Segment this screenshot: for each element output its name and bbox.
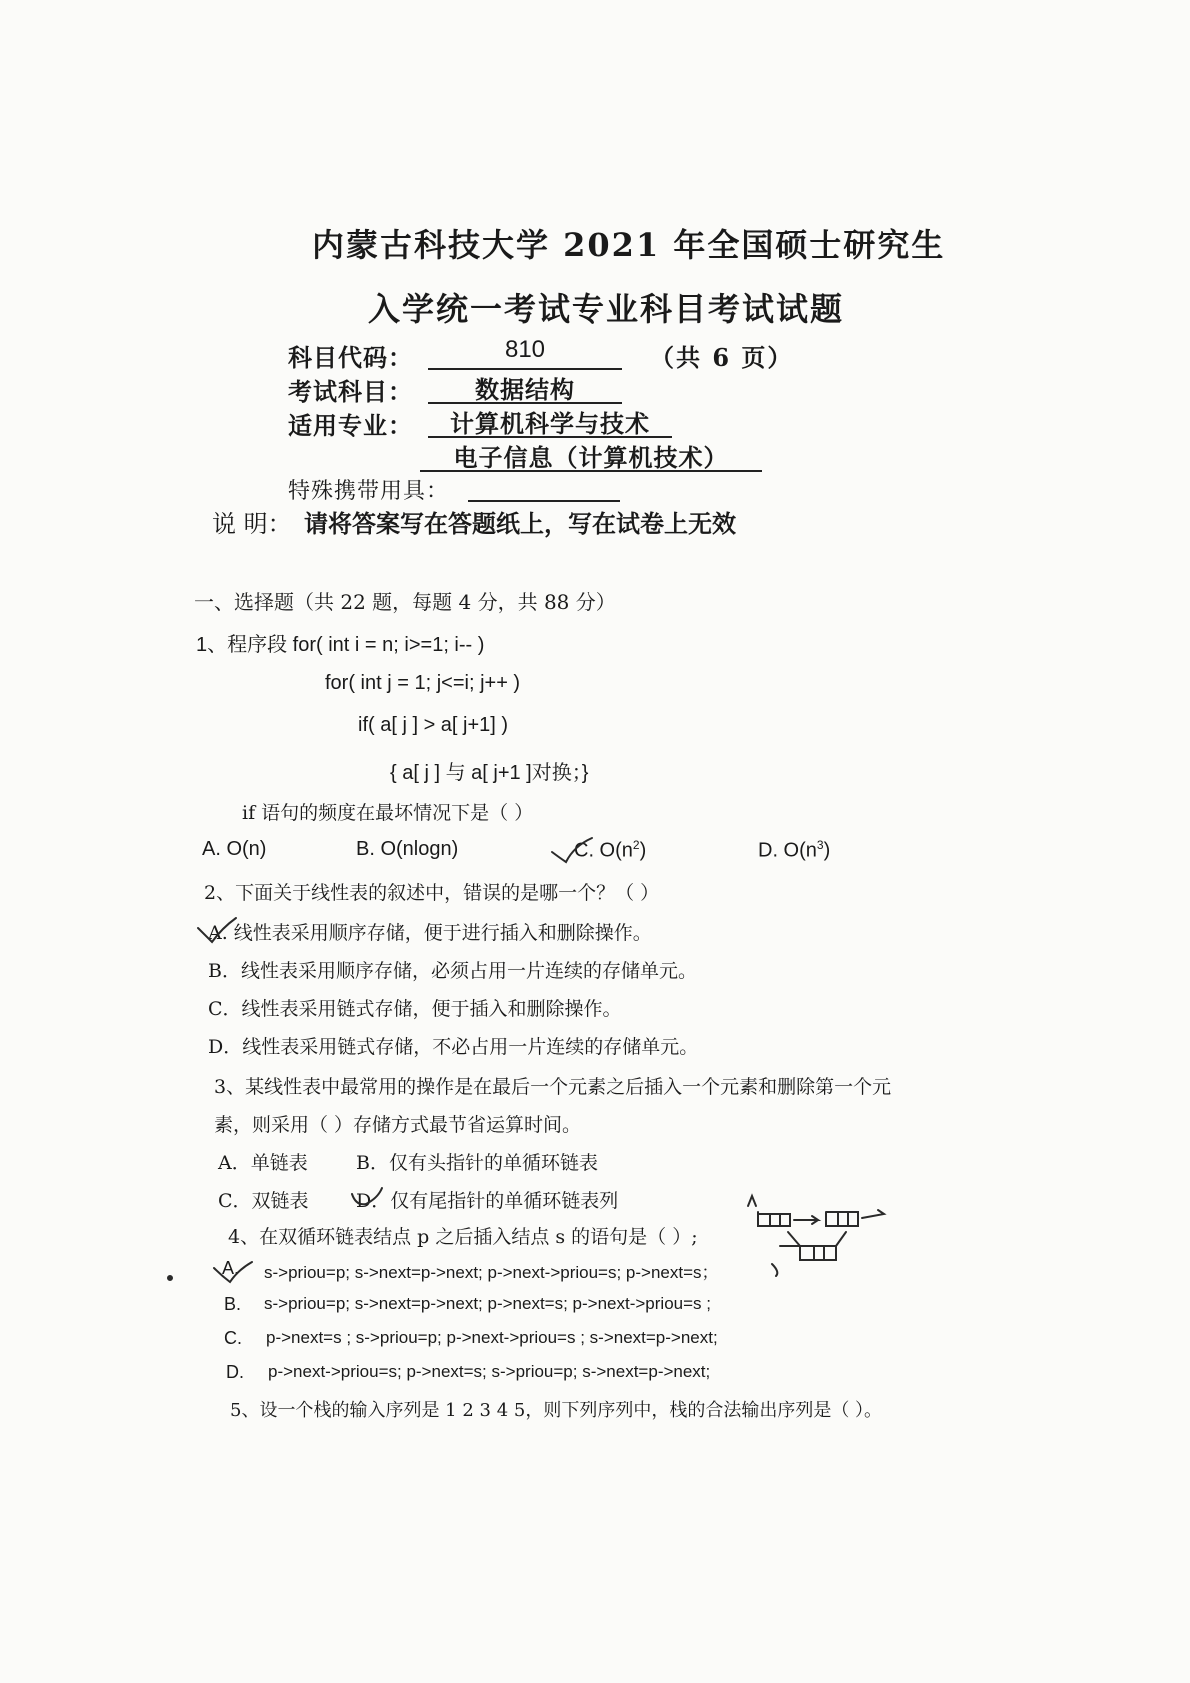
q4-option-a: s->priou=p; s->next=p->next; p->next->priou=s; p->next=s； — [264, 1263, 719, 1282]
major-value-1: 计算机科学与技术 — [450, 409, 650, 438]
q1-option-a: A. O(n) — [202, 838, 267, 860]
subject-name-label: 考试科目： — [288, 377, 413, 406]
subject-code-value: 810 — [504, 336, 546, 363]
q1-code-line-3: if( a[ j ] > a[ j+1] ) — [358, 714, 509, 736]
stray-mark-icon — [168, 1276, 172, 1280]
linked-list-sketch-icon — [748, 1196, 884, 1276]
subject-name-value: 数据结构 — [475, 375, 575, 404]
q2-stem: 2、下面关于线性表的叙述中，错误的是哪一个？（ ） — [204, 882, 660, 904]
q1-option-d: D. $O(n^3)$ — [758, 838, 831, 862]
major-label: 适用专业： — [288, 411, 413, 440]
instructions-label: 说 明： — [212, 510, 292, 538]
subject-code-label: 科目代码： — [288, 343, 413, 372]
q2-option-d: D．线性表采用链式存储，不必占用一片连续的存储单元。 — [208, 1036, 699, 1058]
q1-option-d-text: D. O(n — [758, 839, 817, 862]
section-heading: 一、选择题（共 22 题，每题 4 分，共 88 分） — [194, 590, 616, 614]
major-value-2: 电子信息（计算机技术） — [453, 443, 729, 472]
q3-option-c: C．双链表 — [218, 1190, 309, 1212]
q2-option-b: B．线性表采用顺序存储，必须占用一片连续的存储单元。 — [208, 960, 697, 982]
exam-title-line-1: 内蒙古科技大学 2021 年全国硕士研究生 — [312, 226, 946, 264]
instructions-text: 请将答案写在答题纸上，写在试卷上无效 — [304, 509, 736, 538]
q4-option-d: p->next->priou=s; p->next=s; s->priou=p; s->next=p->next; — [268, 1362, 711, 1381]
q4-option-b: s->priou=p; s->next=p->next; p->next=s; p->next->priou=s ; — [264, 1294, 711, 1313]
q5-stem: 5、设一个栈的输入序列是 1 2 3 4 5，则下列序列中，栈的合法输出序列是（ ）。 — [230, 1400, 883, 1421]
q1-stem: 1、程序段 for( int i = n; i>=1; i-- ) — [196, 634, 485, 656]
q3-option-a: A．单链表 — [218, 1152, 308, 1174]
q1-answer-check-icon — [552, 838, 592, 862]
q4-option-c-label: C. — [224, 1328, 242, 1348]
q2-option-c: C．线性表采用链式存储，便于插入和删除操作。 — [208, 998, 622, 1020]
q4-answer-check-icon — [214, 1262, 252, 1282]
q1-option-b: B. O(nlogn) — [356, 838, 459, 860]
q1-question: if 语句的频度在最坏情况下是（ ） — [242, 802, 534, 824]
q3-stem-line-2: 素，则采用（ ）存储方式最节省运算时间。 — [214, 1114, 582, 1136]
q3-answer-check-icon — [352, 1188, 382, 1204]
q1-option-c-exp: 2 — [632, 838, 640, 852]
page-count: （共 6 页） — [650, 343, 794, 372]
special-tools-label: 特殊携带用具： — [288, 479, 450, 504]
q1-option-c-text: C. O(n — [574, 839, 633, 862]
q4-option-d-label: D. — [226, 1362, 244, 1382]
q4-option-a-label: A. — [222, 1258, 240, 1278]
q4-stem: 4、在双循环链表结点 p 之后插入结点 s 的语句是（ ）; — [228, 1226, 698, 1248]
exam-title-line-2: 入学统一考试专业科目考试试题 — [368, 290, 845, 328]
q4-option-c: p->next=s ; s->priou=p; p->next->priou=s ; s->next=p->next; — [266, 1328, 718, 1347]
q1-option-d-exp: 3 — [816, 838, 824, 852]
q4-option-b-label: B. — [224, 1294, 242, 1314]
q2-option-a: A. 线性表采用顺序存储，便于进行插入和删除操作。 — [208, 922, 652, 944]
q3-stem-line-1: 3、某线性表中最常用的操作是在最后一个元素之后插入一个元素和删除第一个元 — [214, 1076, 892, 1098]
q3-option-d: D．仅有尾指针的单循环链表列 — [356, 1190, 619, 1212]
q3-option-b: B．仅有头指针的单循环链表 — [356, 1152, 598, 1174]
q2-answer-check-icon — [198, 918, 236, 942]
q1-option-c: C. $O(n^2)$ — [574, 838, 647, 862]
q1-code-line-4: { a[ j ] 与 a[ j+1 ]对换；} — [390, 762, 589, 784]
q1-code-line-2: for( int j = 1; j<=i; j++ ) — [325, 672, 521, 694]
